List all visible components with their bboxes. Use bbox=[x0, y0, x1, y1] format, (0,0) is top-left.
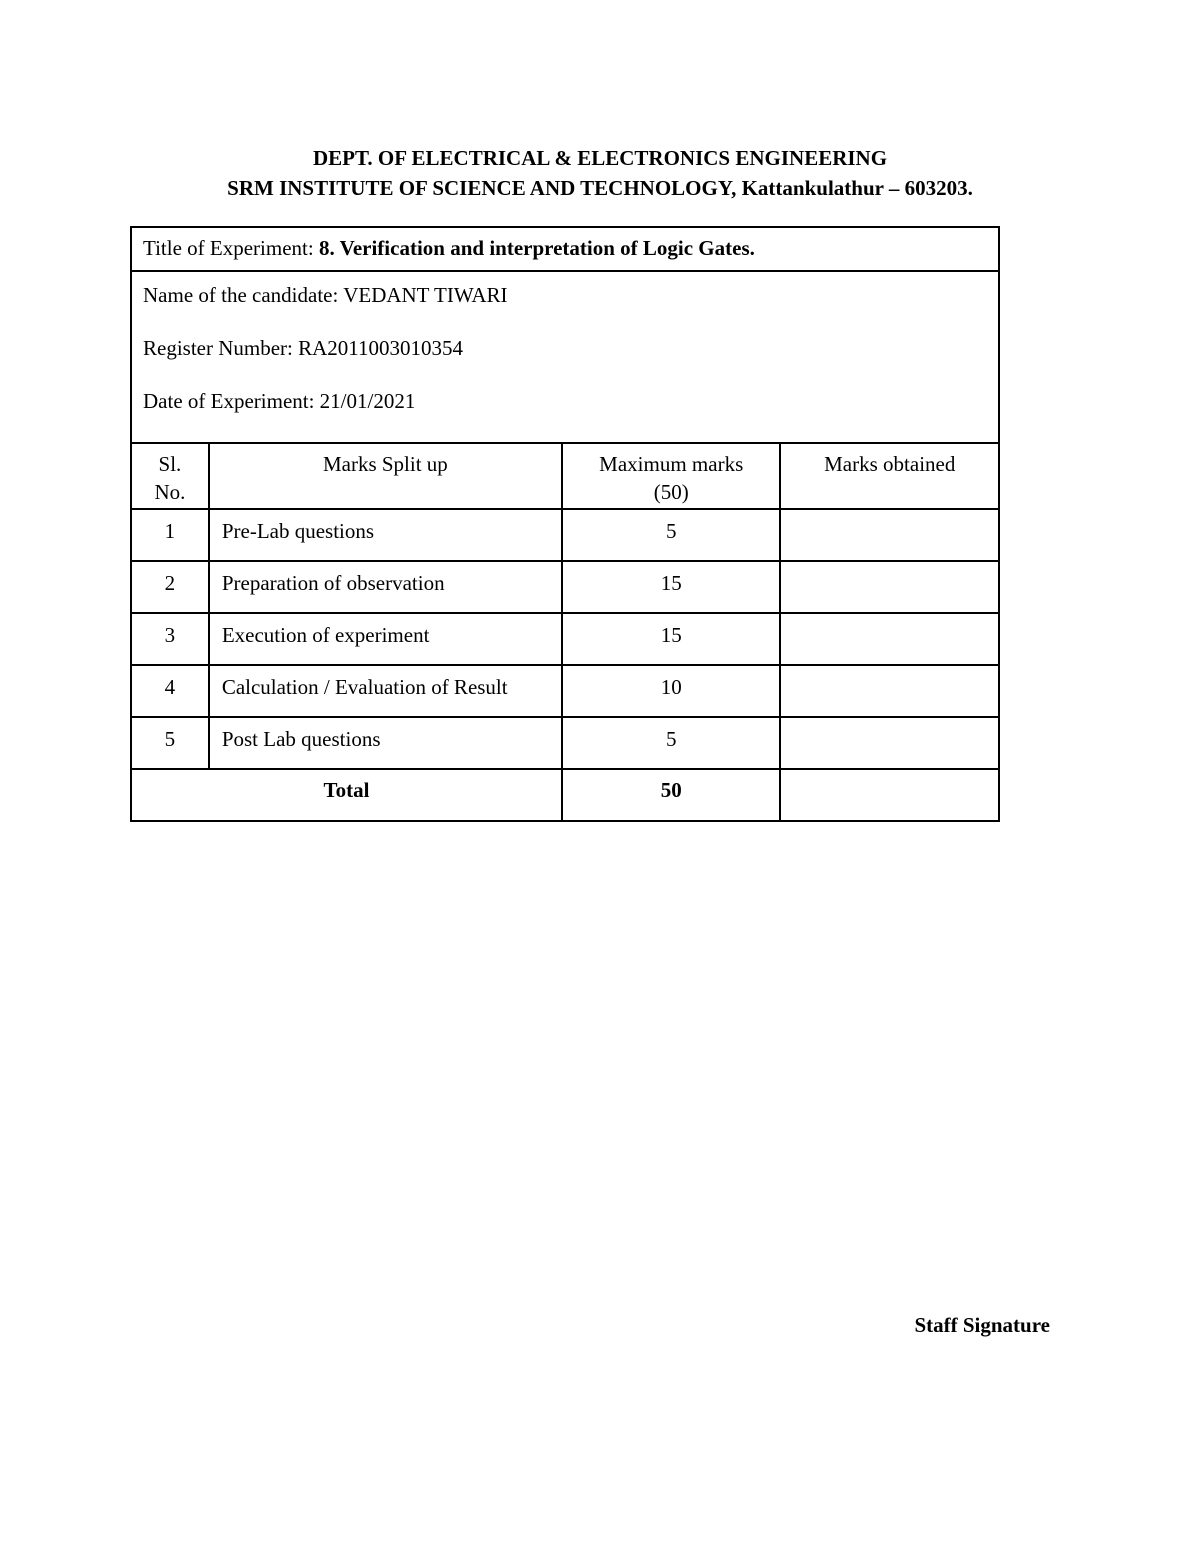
table-row bbox=[131, 717, 999, 769]
row-sl: 5 bbox=[131, 717, 209, 769]
experiment-title-label: Title of Experiment: bbox=[143, 236, 319, 260]
row-obtained bbox=[780, 509, 999, 561]
row-sl: 4 bbox=[131, 665, 209, 717]
row-item: Execution of experiment bbox=[209, 613, 562, 665]
total-row bbox=[131, 769, 999, 821]
header-marks-split: Marks Split up bbox=[209, 443, 562, 509]
table-row bbox=[131, 665, 999, 717]
row-max: 5 bbox=[562, 509, 781, 561]
candidate-info-cell bbox=[131, 271, 999, 443]
staff-signature-label: Staff Signature bbox=[914, 1313, 1050, 1337]
institute-title: SRM INSTITUTE OF SCIENCE AND TECHNOLOGY, Kattankulathur – 603203. bbox=[227, 176, 973, 200]
row-obtained bbox=[780, 665, 999, 717]
row-item: Calculation / Evaluation of Result bbox=[209, 665, 562, 717]
experiment-title-cell bbox=[131, 227, 999, 271]
register-number: Register Number: RA2011003010354 bbox=[143, 336, 464, 360]
header-max-line1: Maximum marks bbox=[599, 452, 744, 476]
experiment-title-value: 8. Verification and interpretation of Logic Gates. bbox=[318, 236, 755, 260]
row-max: 5 bbox=[562, 717, 781, 769]
table-header-row bbox=[131, 443, 999, 509]
document-header bbox=[0, 143, 1200, 203]
row-sl: 1 bbox=[131, 509, 209, 561]
header-marks-obtained: Marks obtained bbox=[780, 443, 999, 509]
row-item: Pre-Lab questions bbox=[209, 509, 562, 561]
row-sl: 2 bbox=[131, 561, 209, 613]
total-label: Total bbox=[131, 769, 562, 821]
header-sl-no bbox=[131, 443, 209, 509]
row-sl: 3 bbox=[131, 613, 209, 665]
row-item: Preparation of observation bbox=[209, 561, 562, 613]
row-max: 15 bbox=[562, 613, 781, 665]
row-max: 10 bbox=[562, 665, 781, 717]
row-obtained bbox=[780, 717, 999, 769]
candidate-name: Name of the candidate: VEDANT TIWARI bbox=[143, 283, 508, 307]
header-maximum-marks bbox=[562, 443, 781, 509]
row-max: 15 bbox=[562, 561, 781, 613]
table-row bbox=[131, 561, 999, 613]
department-title: DEPT. OF ELECTRICAL & ELECTRONICS ENGINEERING bbox=[312, 146, 888, 170]
header-sl-line1: Sl. bbox=[158, 452, 182, 476]
header-max-line2: (50) bbox=[653, 480, 689, 504]
header-sl-line2: No. bbox=[154, 480, 186, 504]
row-obtained bbox=[780, 561, 999, 613]
row-obtained bbox=[780, 613, 999, 665]
experiment-date: Date of Experiment: 21/01/2021 bbox=[143, 389, 416, 413]
table-row bbox=[131, 613, 999, 665]
total-obtained bbox=[780, 769, 999, 821]
marks-sheet-table bbox=[130, 226, 1000, 822]
table-row bbox=[131, 509, 999, 561]
total-max: 50 bbox=[562, 769, 781, 821]
row-item: Post Lab questions bbox=[209, 717, 562, 769]
